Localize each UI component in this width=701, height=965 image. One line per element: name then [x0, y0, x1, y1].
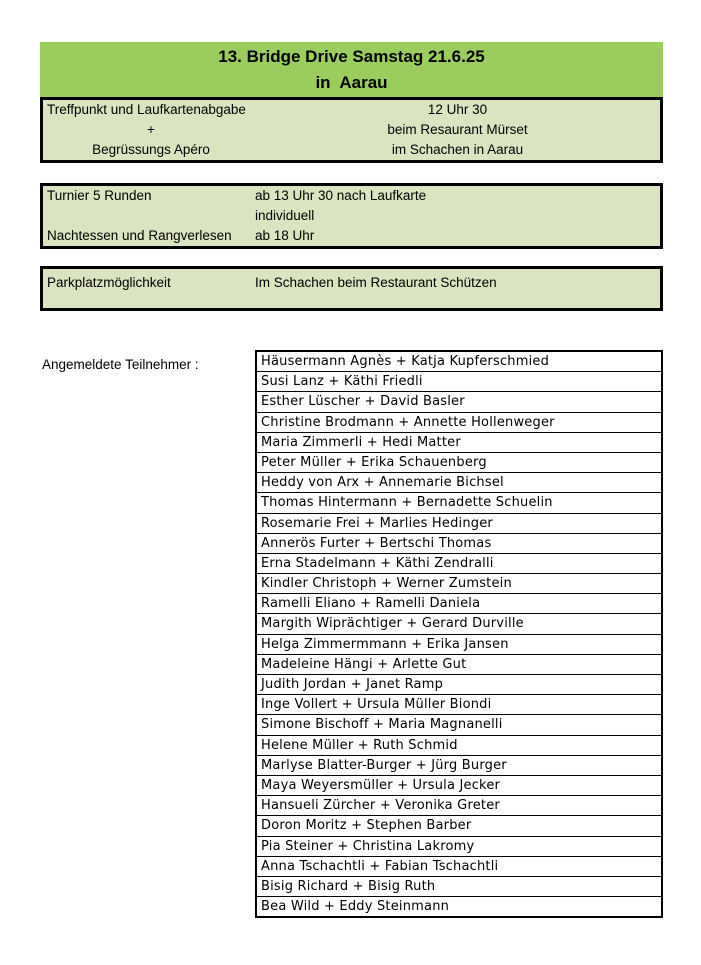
table-row: Doron Moritz + Stephen Barber — [257, 816, 661, 836]
table-row: Annerös Furter + Bertschi Thomas — [257, 534, 661, 554]
table-row: Madeleine Hängi + Arlette Gut — [257, 655, 661, 675]
table-row: Maya Weyersmüller + Ursula Jecker — [257, 776, 661, 796]
meeting-info-box — [40, 97, 663, 163]
participants-table — [255, 350, 663, 918]
parking-row — [43, 273, 660, 293]
table-row: Peter Müller + Erika Schauenberg — [257, 453, 661, 473]
meeting-right-cell: beim Resaurant Mürset — [387, 122, 528, 137]
table-row: Helene Müller + Ruth Schmid — [257, 736, 661, 756]
meeting-row — [43, 140, 660, 160]
table-row: Christine Brodmann + Annette Hollenweger — [257, 413, 661, 433]
participants-label: Angemeldete Teilnehmer : — [42, 357, 199, 372]
schedule-left-cell — [43, 206, 255, 226]
table-row: Rosemarie Frei + Marlies Hedinger — [257, 514, 661, 534]
meeting-row — [43, 100, 660, 120]
meeting-row — [43, 120, 660, 140]
table-row: Anna Tschachtli + Fabian Tschachtli — [257, 857, 661, 877]
table-row: Kindler Christoph + Werner Zumstein — [257, 574, 661, 594]
schedule-left-cell: Turnier 5 Runden — [47, 188, 152, 203]
table-row: Hansueli Zürcher + Veronika Greter — [257, 796, 661, 816]
schedule-right-cell: ab 13 Uhr 30 nach Laufkarte — [255, 188, 427, 203]
table-row: Judith Jordan + Janet Ramp — [257, 675, 661, 695]
schedule-right-cell: individuell — [255, 208, 315, 223]
meeting-left-cell: Treffpunkt und Laufkartenabgabe — [47, 102, 246, 117]
schedule-row — [43, 186, 660, 206]
schedule-right-cell: ab 18 Uhr — [255, 228, 315, 243]
event-title: 13. Bridge Drive Samstag 21.6.25 — [218, 46, 485, 66]
table-row: Erna Stadelmann + Käthi Zendralli — [257, 554, 661, 574]
parking-info-box — [40, 266, 663, 311]
schedule-left-cell: Nachtessen und Rangverlesen — [47, 228, 232, 243]
table-row: Häusermann Agnès + Katja Kupferschmied — [257, 352, 661, 372]
schedule-row — [43, 206, 660, 226]
table-row: Bisig Richard + Bisig Ruth — [257, 877, 661, 897]
parking-right-cell: Im Schachen beim Restaurant Schützen — [255, 275, 497, 290]
table-row: Ramelli Eliano + Ramelli Daniela — [257, 594, 661, 614]
event-title-banner — [40, 42, 663, 97]
schedule-row — [43, 226, 660, 246]
table-row: Simone Bischoff + Maria Magnanelli — [257, 715, 661, 735]
meeting-left-cell: Begrüssungs Apéro — [92, 142, 210, 157]
table-row: Heddy von Arx + Annemarie Bichsel — [257, 473, 661, 493]
table-row: Marlyse Blatter-Burger + Jürg Burger — [257, 756, 661, 776]
table-row: Margith Wiprächtiger + Gerard Durville — [257, 614, 661, 634]
parking-left-cell: Parkplatzmöglichkeit — [47, 275, 171, 290]
table-row: Pia Steiner + Christina Lakromy — [257, 837, 661, 857]
table-row: Thomas Hintermann + Bernadette Schuelin — [257, 493, 661, 513]
meeting-left-cell: + — [147, 122, 155, 137]
table-row: Esther Lüscher + David Basler — [257, 392, 661, 412]
table-row: Maria Zimmerli + Hedi Matter — [257, 433, 661, 453]
meeting-right-cell: im Schachen in Aarau — [391, 142, 524, 157]
table-row: Inge Vollert + Ursula Müller Biondi — [257, 695, 661, 715]
table-row: Bea Wild + Eddy Steinmann — [261, 899, 450, 915]
schedule-info-box — [40, 183, 663, 249]
meeting-right-cell: 12 Uhr 30 — [427, 102, 488, 117]
event-location: in Aarau — [315, 72, 388, 92]
table-row: Helga Zimmermmann + Erika Jansen — [257, 635, 661, 655]
table-row: Susi Lanz + Käthi Friedli — [257, 372, 661, 392]
